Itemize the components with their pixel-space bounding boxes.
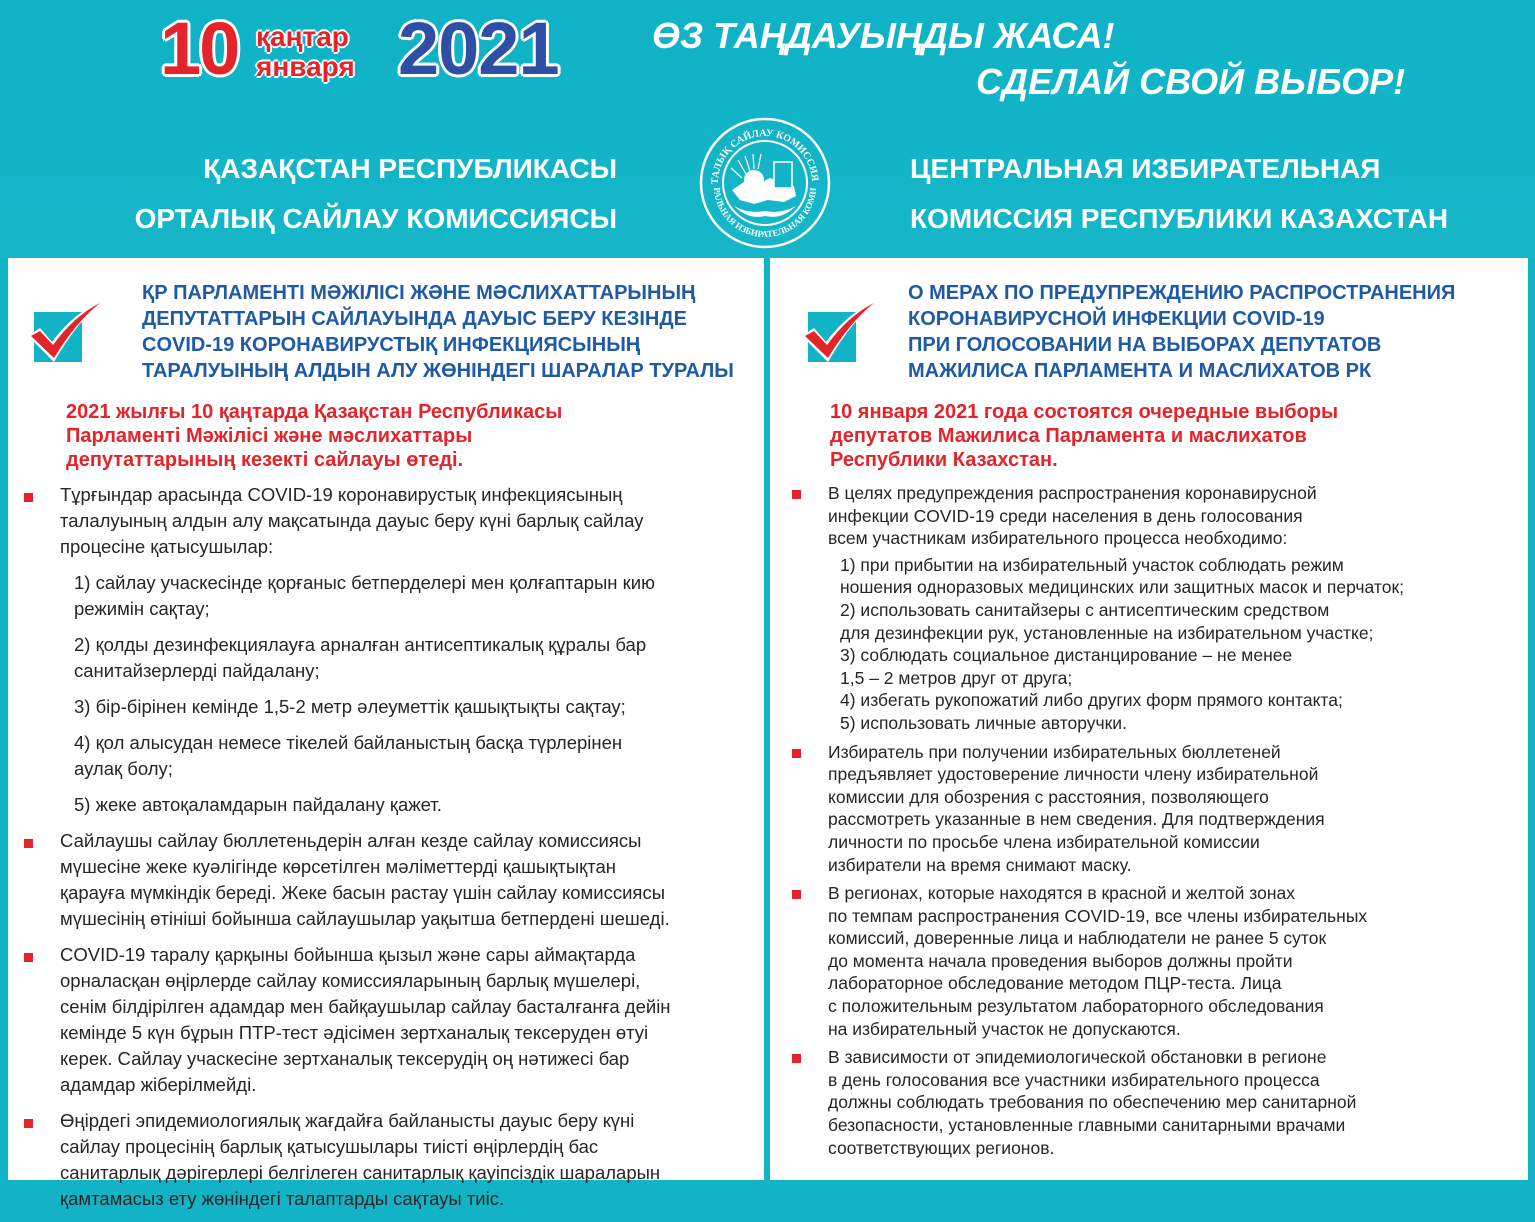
list-item <box>828 1046 1518 1159</box>
list-item <box>60 942 750 1098</box>
bullet-text: Тұрғындар арасында COVID-19 коронавирустық инфекциясының талалуының алдын алу мақсатында дауыс беру күні барлық сайлау процесіне қатысушылар: <box>60 484 644 557</box>
sub-item: 1) при прибытии на избирательный участок соблюдать режим ношения одноразовых медицинских или защитных масок и перчаток; <box>840 554 1404 598</box>
sub-item: 2) использовать санитайзеры с антисептическим средством для дезинфекции рук, установленные на избирательном участке; <box>840 599 1374 643</box>
list-item <box>60 1108 750 1212</box>
date-year: 2021 <box>398 7 559 90</box>
right-bullet-list <box>828 482 1518 1165</box>
sub-list <box>74 570 750 818</box>
bullet-square-icon <box>24 953 33 962</box>
bullet-text: COVID-19 таралу қарқыны бойынша қызыл және сары аймақтарда орналасқан өңірлерде сайлау комиссияларының барлық мүшелері, сенім білдірілген адамдар мен байқаушылар сайлау басталғанға дейін кемінде 5 күн бұрын ПТР-тест әдісімен зертханалық тексеруден өтуі керек. Сайлау учаскесіне зертханалық тексерудің оң нәтижесі бар адамдар жіберілмейді. <box>60 944 671 1095</box>
bullet-square-icon <box>24 1119 33 1128</box>
sub-list <box>840 554 1518 735</box>
sub-item: 5) использовать личные авторучки. <box>840 712 1127 733</box>
left-heading: ҚР ПАРЛАМЕНТІ МӘЖІЛІСІ ЖӘНЕ МӘСЛИХАТТАРЫНЫҢ ДЕПУТАТТАРЫН САЙЛАУЫНДА ДАУЫС БЕРУ КЕЗІНДЕ COVID-19 КОРОНАВИРУСТЫҚ ИНФЕКЦИЯСЫНЫҢ ТАРАЛУЫНЫҢ АЛДЫН АЛУ ЖӨНІНДЕГІ ШАРАЛАР ТУРАЛЫ <box>142 282 734 382</box>
list-item <box>828 741 1518 877</box>
list-item <box>828 882 1518 1040</box>
org-kz-line2: ОРТАЛЫҚ САЙЛАУ КОМИССИЯСЫ <box>134 203 617 234</box>
emblem-bottom-text: РАЛЬНАЯ ИЗБИРАТЕЛЬНАЯ КОМИ <box>711 186 819 240</box>
organization-name-kz <box>135 144 617 244</box>
list-item <box>60 482 750 818</box>
checkmark-ballot-icon <box>26 298 106 368</box>
election-commission-emblem-icon <box>698 116 832 250</box>
bullet-square-icon <box>792 749 801 758</box>
bullet-square-icon <box>24 493 33 502</box>
bullet-square-icon <box>792 890 801 899</box>
right-heading: О МЕРАХ ПО ПРЕДУПРЕЖДЕНИЮ РАСПРОСТРАНЕНИЯ КОРОНАВИРУСНОЙ ИНФЕКЦИИ COVID-19 ПРИ ГОЛОСОВАНИИ НА ВЫБОРАХ ДЕПУТАТОВ МАЖИЛИСА ПАРЛАМЕНТА И МАСЛИХАТОВ РК <box>908 282 1456 382</box>
org-ru-line1: ЦЕНТРАЛЬНАЯ ИЗБИРАТЕЛЬНАЯ <box>910 153 1381 184</box>
bullet-text: В зависимости от эпидемиологической обстановки в регионе в день голосования все участники избирательного процесса должны соблюдать требования по обеспечению мер санитарной безопасности, установленные главными санитарными врачами соответствующих регионов. <box>828 1047 1357 1158</box>
bullet-text: Избиратель при получении избирательных бюллетеней предъявляет удостоверение личности члену избирательной комиссии для обозрения с расстояния, позволяющего рассмотреть указанные в нем сведения. Для подтверждения личности по просьбе члена избирательной комиссии избиратели на время снимают маску. <box>828 741 1325 875</box>
date-month-ru: января <box>256 51 355 82</box>
bullet-text: Сайлаушы сайлау бюллетеньдерін алған кезде сайлау комиссиясы мүшесіне жеке куәлігінде көрсетілген мәліметтерді қашықтықтан қарауға мүмкіндік береді. Жеке басын растау үшін сайлау комиссиясы мүшесінің өтініші бойынша сайлаушылар уақытша бетпердені шешеді. <box>60 830 670 929</box>
list-item <box>60 828 750 932</box>
russian-info-panel <box>770 258 1528 1180</box>
sub-item: 3) соблюдать социальное дистанцирование – не менее 1,5 – 2 метров друг от друга; <box>840 645 1293 688</box>
sub-item: 4) қол алысудан немесе тікелей байланыстың басқа түрлерінен аулақ болу; <box>74 732 623 779</box>
right-lead: 10 января 2021 года состоятся очередные выборы депутатов Мажилиса Парламента и маслихатов Республики Казахстан. <box>830 401 1339 471</box>
left-bullet-list <box>60 482 750 1222</box>
sub-item: 5) жеке автоқаламдарын пайдалану қажет. <box>74 794 442 815</box>
bullet-square-icon <box>792 1054 801 1063</box>
emblem-top-text: ТАЛЫҚ САЙЛАУ КОМИССИЯ <box>709 127 821 185</box>
org-kz-line1: ҚАЗАҚСТАН РЕСПУБЛИКАСЫ <box>203 153 617 184</box>
date-month <box>256 22 355 82</box>
kazakh-info-panel <box>8 258 764 1209</box>
slogan-ru: СДЕЛАЙ СВОЙ ВЫБОР! <box>976 61 1406 102</box>
org-ru-line2: КОМИССИЯ РЕСПУБЛИКИ КАЗАХСТАН <box>910 203 1449 234</box>
bullet-square-icon <box>792 490 801 499</box>
slogan-kz: ӨЗ ТАҢДАУЫҢДЫ ЖАСА! <box>652 15 1115 56</box>
sub-item: 4) избегать рукопожатий либо других форм прямого контакта; <box>840 690 1343 711</box>
list-item <box>828 482 1518 735</box>
sub-item: 2) қолды дезинфекциялауға арналған антисептикалық құралы бар санитайзерлерді пайдалану; <box>74 634 647 681</box>
organization-name-ru <box>910 144 1448 244</box>
left-lead: 2021 жылғы 10 қаңтарда Қазақстан Республикасы Парламенті Мәжілісі және мәслихаттары депутаттарының кезекті сайлауы өтеді. <box>66 401 563 471</box>
bullet-text: В целях предупреждения распространения коронавирусной инфекции COVID-19 среди населения в день голосования всем участникам избирательного процесса необходимо: <box>828 483 1317 549</box>
bullet-text: В регионах, которые находятся в красной и желтой зонах по темпам распространения COVID-19, все члены избирательных комиссий, доверенные лица и наблюдатели не ранее 5 суток до момента начала проведения выборов должны пройти лабораторное обследование методом ПЦР-теста. Лица с положительным результатом лабораторного обследования на избирательный участок не допускаются. <box>828 883 1368 1039</box>
bullet-text: Өңірдегі эпидемиологиялық жағдайға байланысты дауыс беру күні сайлау процесінің барлық қатысушылары тиісті өңірлердің бас санитарлық дәрігерлері белгілеген санитарлық қауіпсіздік шараларын қамтамасыз ету жөніндегі талаптарды сақтауы тиіс. <box>60 1110 661 1209</box>
sub-item: 3) бір-бірінен кемінде 1,5-2 метр әлеуметтік қашықтықты сақтау; <box>74 696 626 717</box>
sub-item: 1) сайлау учаскесінде қорғаныс бетперделері мен қолғаптарын кию режимін сақтау; <box>74 572 655 619</box>
date-month-kz: қаңтар <box>256 21 349 52</box>
checkmark-ballot-icon <box>800 298 880 368</box>
bullet-square-icon <box>24 839 33 848</box>
date-day: 10 <box>160 7 239 90</box>
poster-header <box>0 0 1535 258</box>
